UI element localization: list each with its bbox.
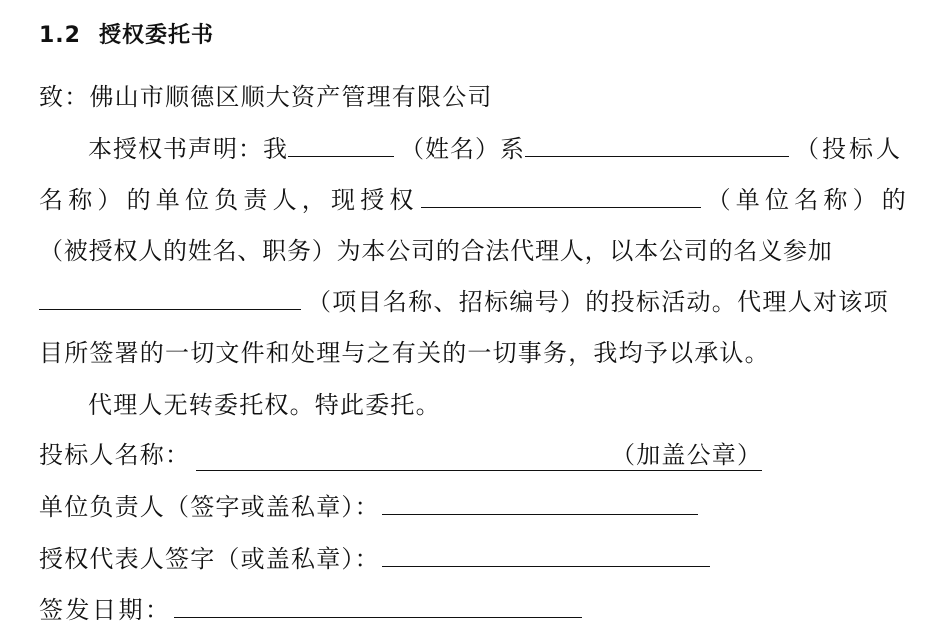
statement-line-5: 目所签署的一切文件和处理与之有关的一切事务，我均予以承认。: [39, 339, 770, 367]
unit-head-signature-line: [39, 492, 698, 522]
bidder-name-blank[interactable]: [525, 134, 789, 157]
statement-line-6: 代理人无转委托权。特此委托。: [88, 391, 441, 419]
issue-date-field[interactable]: [174, 595, 582, 618]
unit-head-label: 单位负责人（签字或盖私章）：: [39, 493, 380, 521]
bidder-name-label: 投标人名称：: [39, 441, 191, 469]
bidder-signature-line: [39, 440, 762, 471]
statement-text-2b: （单位名称）的: [706, 186, 912, 214]
statement-text-1c: （投标人: [795, 135, 903, 163]
representative-signature-field[interactable]: [382, 544, 710, 567]
bidder-name-field[interactable]: [196, 440, 762, 471]
representative-label: 授权代表人签字（或盖私章）：: [39, 545, 380, 573]
section-title: 授权委托书: [98, 23, 214, 48]
statement-text-1b: （姓名）系: [400, 135, 525, 163]
statement-text-2a: 名称）的单位负责人，现授权: [39, 186, 419, 214]
unit-name-blank[interactable]: [421, 185, 701, 208]
statement-text-4: （项目名称、招标编号）的投标活动。代理人对该项: [307, 288, 889, 316]
statement-line-3: （被授权人的姓名、职务）为本公司的合法代理人，以本公司的名义参加: [39, 237, 833, 265]
statement-line-1: [88, 134, 903, 164]
statement-line-4: [39, 287, 889, 317]
statement-text-1a: 本授权书声明：我: [88, 135, 288, 163]
section-heading: [39, 21, 214, 51]
representative-signature-line: [39, 544, 710, 574]
project-name-blank[interactable]: [39, 287, 301, 310]
unit-head-signature-field[interactable]: [382, 492, 698, 515]
statement-line-2: [39, 185, 911, 215]
name-blank[interactable]: [288, 134, 394, 157]
issue-date-line: [39, 595, 582, 625]
seal-note: （加盖公章）: [611, 441, 763, 469]
section-number: 1.2: [39, 23, 81, 48]
issue-date-label: 签发日期：: [39, 596, 172, 624]
addressee-line: 致：佛山市顺德区顺大资产管理有限公司: [39, 83, 493, 111]
